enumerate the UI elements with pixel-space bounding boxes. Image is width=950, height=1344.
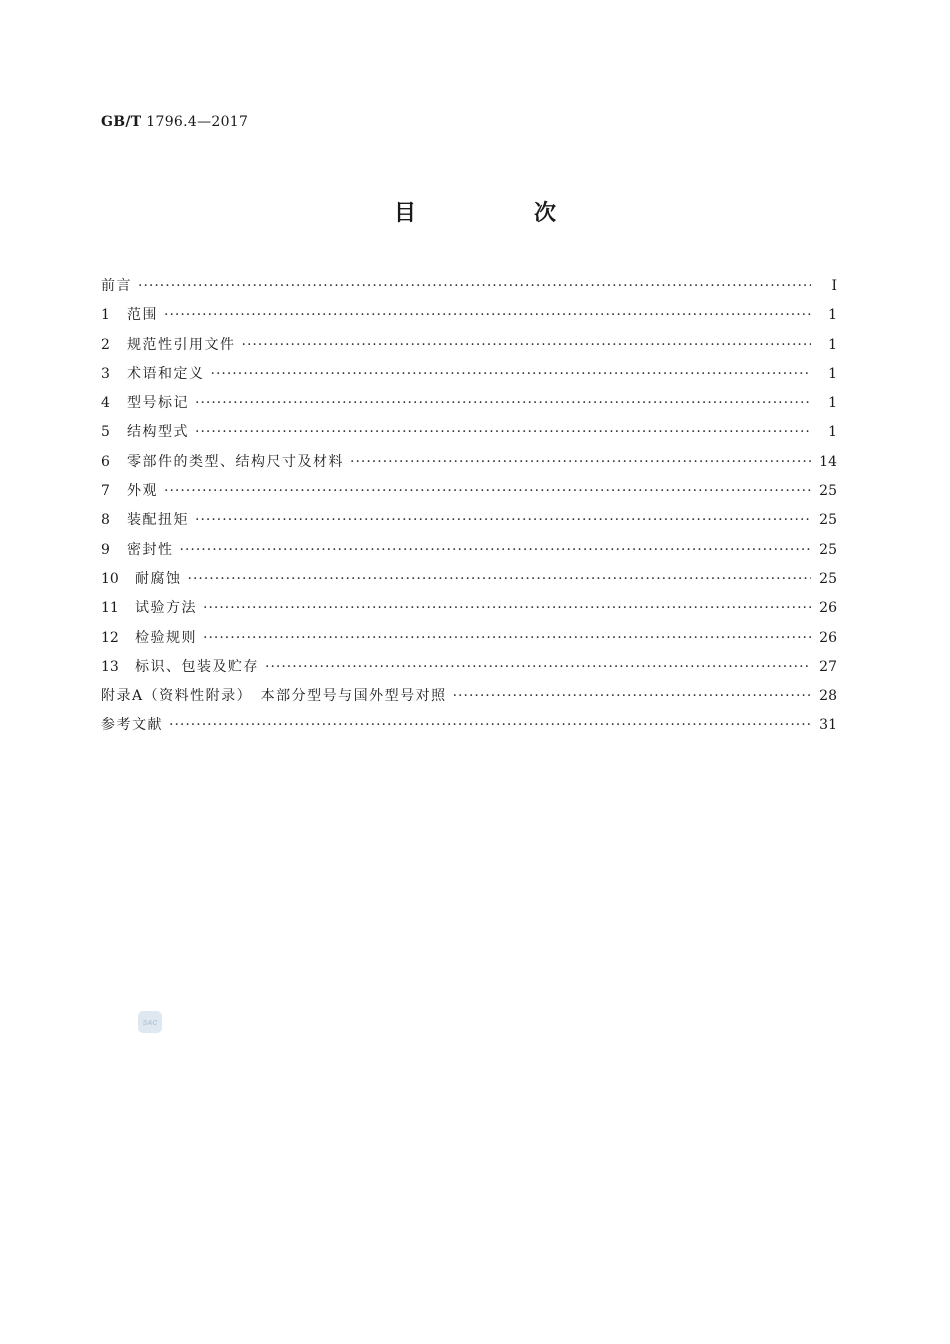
toc-entry-11[interactable] bbox=[101, 594, 837, 623]
toc-entry-9[interactable] bbox=[101, 536, 837, 565]
toc-section-number: 10 bbox=[101, 570, 119, 587]
toc-label: 装配扭矩 bbox=[127, 512, 189, 529]
toc-leader-dots bbox=[195, 389, 811, 418]
toc-section-number: 2 bbox=[101, 336, 110, 353]
toc-section-number: 5 bbox=[101, 424, 110, 441]
standard-prefix: GB/T bbox=[101, 114, 142, 130]
toc-label: 结构型式 bbox=[127, 424, 189, 441]
toc-label: 规范性引用文件 bbox=[127, 336, 236, 353]
toc-page-number: 26 bbox=[819, 629, 837, 646]
toc-label: 参考文献 bbox=[101, 717, 163, 734]
toc-label: 耐腐蚀 bbox=[135, 570, 182, 587]
toc-leader-dots bbox=[195, 506, 811, 535]
toc-page-number: 1 bbox=[828, 365, 837, 382]
toc-page-number: 25 bbox=[819, 483, 837, 500]
toc-label: 密封性 bbox=[127, 541, 174, 558]
toc-page-number: 25 bbox=[819, 570, 837, 587]
toc-leader-dots bbox=[350, 448, 811, 477]
sac-watermark-logo bbox=[137, 1010, 163, 1034]
toc-section-number: 13 bbox=[101, 658, 119, 675]
toc-page-number: 25 bbox=[819, 512, 837, 529]
toc-label: 标识、包装及贮存 bbox=[135, 658, 259, 675]
toc-page-number: 25 bbox=[819, 541, 837, 558]
toc-label: 检验规则 bbox=[135, 629, 197, 646]
toc-page-number: 14 bbox=[819, 453, 837, 470]
toc-section-number: 9 bbox=[101, 541, 110, 558]
toc-leader-dots bbox=[164, 301, 811, 330]
toc-leader-dots bbox=[203, 594, 811, 623]
toc-section-number: 11 bbox=[101, 600, 119, 617]
svg-text:SAC: SAC bbox=[142, 1020, 158, 1027]
toc-page-number: 1 bbox=[828, 395, 837, 412]
toc-entry-2[interactable] bbox=[101, 331, 837, 360]
toc-section-number: 6 bbox=[101, 453, 110, 470]
toc-section-number: 1 bbox=[101, 307, 110, 324]
toc-leader-dots bbox=[453, 682, 811, 711]
toc-entry-12[interactable] bbox=[101, 624, 837, 653]
toc-section-number: 7 bbox=[101, 483, 110, 500]
table-of-contents bbox=[101, 272, 837, 741]
toc-entry-8[interactable] bbox=[101, 506, 837, 535]
toc-entry-10[interactable] bbox=[101, 565, 837, 594]
toc-section-number: 4 bbox=[101, 395, 110, 412]
toc-label: 型号标记 bbox=[127, 395, 189, 412]
toc-leader-dots bbox=[203, 624, 811, 653]
toc-entry-7[interactable] bbox=[101, 477, 837, 506]
toc-page-number: 1 bbox=[828, 307, 837, 324]
toc-label: 范围 bbox=[127, 307, 158, 324]
toc-entry-references[interactable] bbox=[101, 711, 837, 740]
toc-label: 附录A（资料性附录） 本部分型号与国外型号对照 bbox=[101, 688, 447, 705]
toc-entry-13[interactable] bbox=[101, 653, 837, 682]
toc-leader-dots bbox=[242, 331, 812, 360]
standard-number: 1796.4—2017 bbox=[146, 114, 249, 130]
toc-page-number: 1 bbox=[828, 424, 837, 441]
toc-label: 外观 bbox=[127, 483, 158, 500]
sac-logo-icon bbox=[137, 1010, 163, 1034]
toc-section-number: 12 bbox=[101, 629, 119, 646]
toc-entry-preface[interactable] bbox=[101, 272, 837, 301]
toc-leader-dots bbox=[265, 653, 811, 682]
toc-entry-4[interactable] bbox=[101, 389, 837, 418]
toc-label: 零部件的类型、结构尺寸及材料 bbox=[127, 453, 344, 470]
toc-leader-dots bbox=[169, 711, 811, 740]
toc-label: 术语和定义 bbox=[127, 365, 205, 382]
toc-leader-dots bbox=[195, 418, 811, 447]
toc-page-number: 28 bbox=[819, 688, 837, 705]
page-title: 目 次 bbox=[393, 200, 604, 226]
toc-leader-dots bbox=[164, 477, 811, 506]
toc-leader-dots bbox=[138, 272, 811, 301]
toc-section-number: 3 bbox=[101, 365, 110, 382]
toc-leader-dots bbox=[180, 536, 812, 565]
toc-page-number: Ⅰ bbox=[831, 278, 837, 294]
toc-entry-1[interactable] bbox=[101, 301, 837, 330]
toc-page-number: 27 bbox=[819, 658, 837, 675]
toc-page-number: 1 bbox=[828, 336, 837, 353]
toc-entry-appendix-a[interactable] bbox=[101, 682, 837, 711]
toc-leader-dots bbox=[211, 360, 812, 389]
toc-entry-6[interactable] bbox=[101, 448, 837, 477]
toc-label: 试验方法 bbox=[135, 600, 197, 617]
toc-label: 前言 bbox=[101, 278, 132, 294]
toc-entry-3[interactable] bbox=[101, 360, 837, 389]
toc-page-number: 31 bbox=[819, 717, 837, 734]
toc-leader-dots bbox=[188, 565, 812, 594]
toc-section-number: 8 bbox=[101, 512, 110, 529]
toc-entry-5[interactable] bbox=[101, 418, 837, 447]
toc-page-number: 26 bbox=[819, 600, 837, 617]
standard-code bbox=[101, 114, 248, 130]
